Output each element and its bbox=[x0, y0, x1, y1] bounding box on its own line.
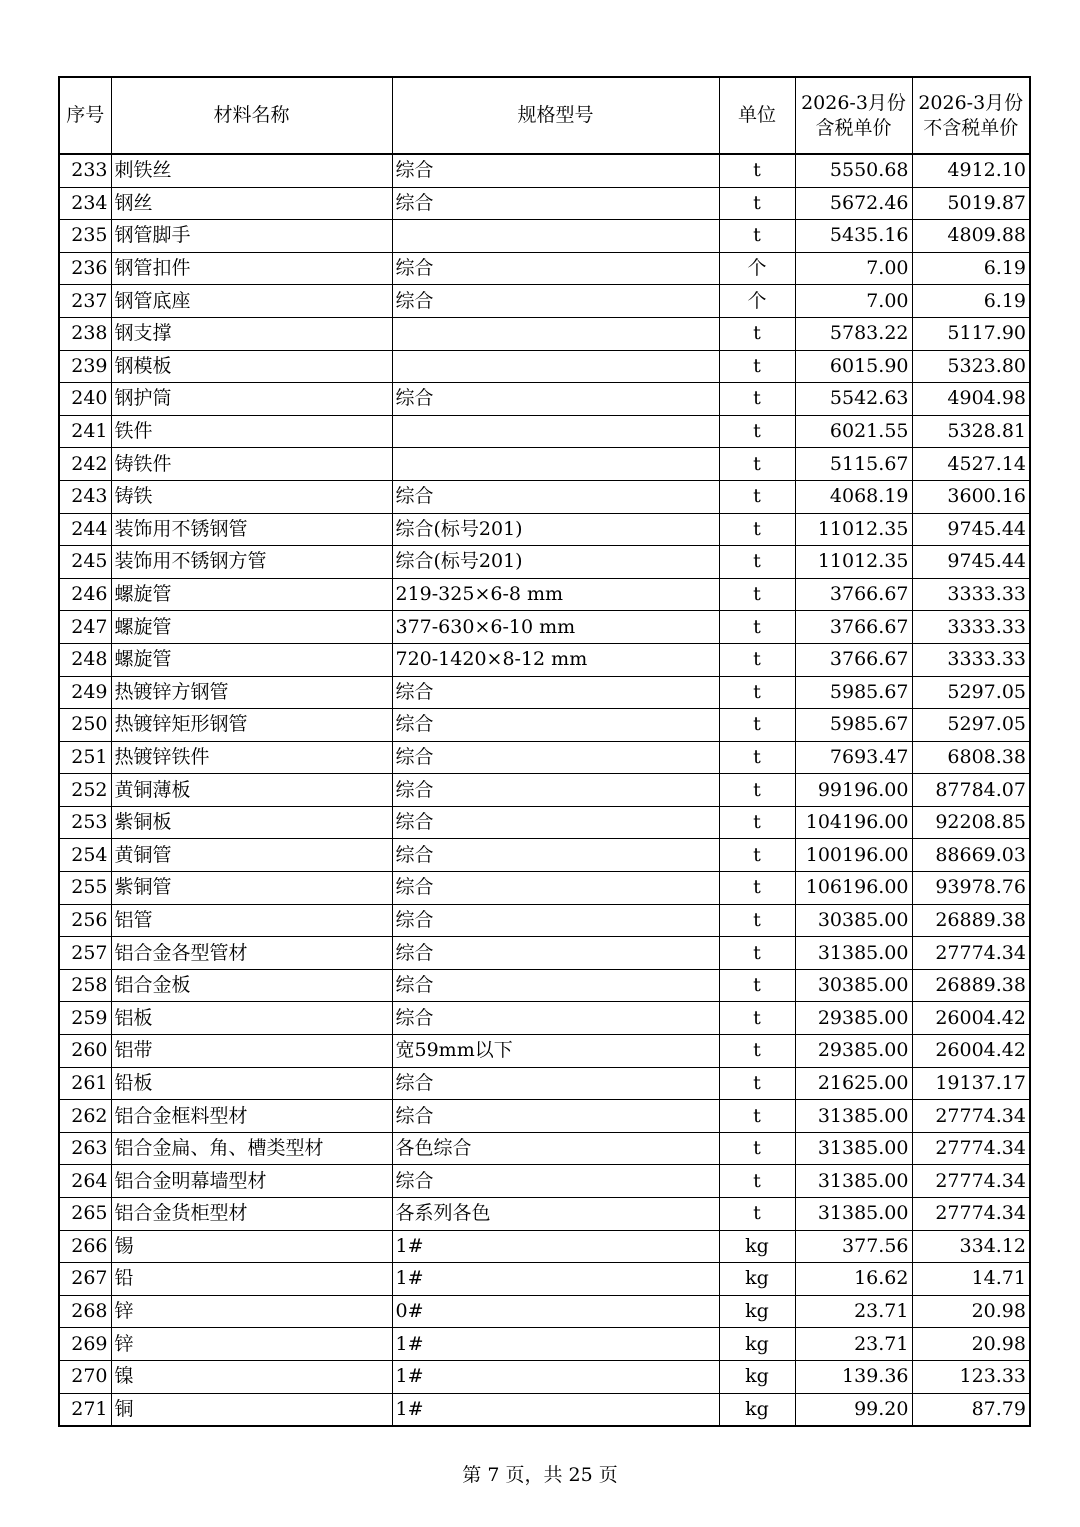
cell-price-tax: 5542.63 bbox=[795, 383, 912, 416]
cell-price-tax: 5672.46 bbox=[795, 187, 912, 220]
cell-price-tax: 6015.90 bbox=[795, 350, 912, 383]
table-row bbox=[59, 1295, 1030, 1328]
cell-no: 257 bbox=[59, 937, 111, 970]
cell-price-notax: 20.98 bbox=[912, 1328, 1030, 1361]
cell-spec: 综合 bbox=[392, 741, 719, 774]
cell-price-notax: 5297.05 bbox=[912, 709, 1030, 742]
cell-price-notax: 9745.44 bbox=[912, 546, 1030, 579]
table-row bbox=[59, 350, 1030, 383]
cell-price-tax: 11012.35 bbox=[795, 513, 912, 546]
table-row bbox=[59, 872, 1030, 905]
table-row bbox=[59, 252, 1030, 285]
cell-no: 234 bbox=[59, 187, 111, 220]
cell-unit: t bbox=[719, 1198, 795, 1231]
table-row bbox=[59, 1067, 1030, 1100]
cell-price-tax: 3766.67 bbox=[795, 611, 912, 644]
table-row bbox=[59, 676, 1030, 709]
cell-price-notax: 3333.33 bbox=[912, 578, 1030, 611]
cell-no: 266 bbox=[59, 1230, 111, 1263]
table-row bbox=[59, 937, 1030, 970]
cell-unit: t bbox=[719, 546, 795, 579]
cell-no: 239 bbox=[59, 350, 111, 383]
cell-price-tax: 6021.55 bbox=[795, 415, 912, 448]
cell-spec: 1# bbox=[392, 1263, 719, 1296]
cell-spec: 宽59mm以下 bbox=[392, 1035, 719, 1068]
cell-material-name: 铝管 bbox=[111, 904, 392, 937]
cell-unit: t bbox=[719, 904, 795, 937]
cell-unit: t bbox=[719, 220, 795, 253]
cell-price-notax: 27774.34 bbox=[912, 1132, 1030, 1165]
cell-price-notax: 92208.85 bbox=[912, 806, 1030, 839]
cell-unit: t bbox=[719, 154, 795, 187]
cell-unit: t bbox=[719, 448, 795, 481]
cell-price-tax: 7693.47 bbox=[795, 741, 912, 774]
cell-price-notax: 26004.42 bbox=[912, 1002, 1030, 1035]
cell-spec bbox=[392, 415, 719, 448]
cell-no: 245 bbox=[59, 546, 111, 579]
cell-material-name: 热镀锌铁件 bbox=[111, 741, 392, 774]
cell-unit: t bbox=[719, 1002, 795, 1035]
cell-price-notax: 123.33 bbox=[912, 1360, 1030, 1393]
cell-unit: t bbox=[719, 774, 795, 807]
cell-no: 269 bbox=[59, 1328, 111, 1361]
cell-spec: 1# bbox=[392, 1360, 719, 1393]
cell-material-name: 钢管底座 bbox=[111, 285, 392, 318]
cell-price-tax: 377.56 bbox=[795, 1230, 912, 1263]
cell-price-tax: 23.71 bbox=[795, 1328, 912, 1361]
cell-no: 254 bbox=[59, 839, 111, 872]
header-price-tax-line2: 含税单价 bbox=[815, 116, 892, 139]
table-row bbox=[59, 285, 1030, 318]
cell-spec: 1# bbox=[392, 1230, 719, 1263]
cell-spec: 综合 bbox=[392, 187, 719, 220]
cell-price-notax: 5019.87 bbox=[912, 187, 1030, 220]
cell-price-notax: 27774.34 bbox=[912, 1100, 1030, 1133]
cell-material-name: 钢管扣件 bbox=[111, 252, 392, 285]
cell-no: 265 bbox=[59, 1198, 111, 1231]
cell-unit: t bbox=[719, 513, 795, 546]
cell-material-name: 镍 bbox=[111, 1360, 392, 1393]
cell-material-name: 铝合金各型管材 bbox=[111, 937, 392, 970]
cell-price-notax: 26889.38 bbox=[912, 904, 1030, 937]
cell-spec: 综合 bbox=[392, 285, 719, 318]
cell-spec: 综合 bbox=[392, 480, 719, 513]
cell-material-name: 铸铁件 bbox=[111, 448, 392, 481]
cell-price-notax: 14.71 bbox=[912, 1263, 1030, 1296]
cell-no: 255 bbox=[59, 872, 111, 905]
cell-unit: t bbox=[719, 676, 795, 709]
cell-no: 251 bbox=[59, 741, 111, 774]
cell-spec: 综合 bbox=[392, 709, 719, 742]
cell-material-name: 钢支撑 bbox=[111, 317, 392, 350]
cell-price-notax: 27774.34 bbox=[912, 1198, 1030, 1231]
cell-material-name: 铅 bbox=[111, 1263, 392, 1296]
cell-price-tax: 31385.00 bbox=[795, 937, 912, 970]
cell-unit: t bbox=[719, 937, 795, 970]
table-row bbox=[59, 611, 1030, 644]
cell-price-notax: 19137.17 bbox=[912, 1067, 1030, 1100]
cell-price-notax: 93978.76 bbox=[912, 872, 1030, 905]
cell-spec: 综合(标号201) bbox=[392, 546, 719, 579]
cell-unit: 个 bbox=[719, 252, 795, 285]
cell-material-name: 锡 bbox=[111, 1230, 392, 1263]
cell-price-tax: 30385.00 bbox=[795, 969, 912, 1002]
cell-material-name: 铝合金框料型材 bbox=[111, 1100, 392, 1133]
cell-material-name: 锌 bbox=[111, 1295, 392, 1328]
cell-price-tax: 104196.00 bbox=[795, 806, 912, 839]
cell-material-name: 紫铜板 bbox=[111, 806, 392, 839]
cell-no: 260 bbox=[59, 1035, 111, 1068]
table-row bbox=[59, 513, 1030, 546]
header-price-tax-line1: 2026-3月份 bbox=[801, 91, 906, 114]
cell-price-tax: 100196.00 bbox=[795, 839, 912, 872]
cell-price-notax: 4809.88 bbox=[912, 220, 1030, 253]
cell-no: 261 bbox=[59, 1067, 111, 1100]
cell-spec: 综合 bbox=[392, 1100, 719, 1133]
cell-material-name: 装饰用不锈钢管 bbox=[111, 513, 392, 546]
cell-no: 238 bbox=[59, 317, 111, 350]
cell-material-name: 铁件 bbox=[111, 415, 392, 448]
cell-spec bbox=[392, 317, 719, 350]
table-row bbox=[59, 1198, 1030, 1231]
cell-no: 256 bbox=[59, 904, 111, 937]
cell-spec: 0# bbox=[392, 1295, 719, 1328]
header-unit: 单位 bbox=[719, 77, 795, 154]
table-row bbox=[59, 709, 1030, 742]
page-footer: 第 7 页，共 25 页 bbox=[462, 1464, 618, 1486]
cell-spec: 综合 bbox=[392, 1002, 719, 1035]
cell-spec: 综合 bbox=[392, 383, 719, 416]
cell-price-notax: 27774.34 bbox=[912, 937, 1030, 970]
cell-no: 268 bbox=[59, 1295, 111, 1328]
cell-unit: kg bbox=[719, 1328, 795, 1361]
cell-price-notax: 87784.07 bbox=[912, 774, 1030, 807]
cell-material-name: 装饰用不锈钢方管 bbox=[111, 546, 392, 579]
cell-price-tax: 106196.00 bbox=[795, 872, 912, 905]
cell-material-name: 刺铁丝 bbox=[111, 154, 392, 187]
cell-spec: 720-1420×8-12 mm bbox=[392, 643, 719, 676]
cell-material-name: 黄铜薄板 bbox=[111, 774, 392, 807]
cell-material-name: 铝合金扁、角、槽类型材 bbox=[111, 1132, 392, 1165]
cell-no: 237 bbox=[59, 285, 111, 318]
cell-price-tax: 139.36 bbox=[795, 1360, 912, 1393]
cell-price-tax: 7.00 bbox=[795, 285, 912, 318]
cell-material-name: 铝板 bbox=[111, 1002, 392, 1035]
cell-material-name: 螺旋管 bbox=[111, 643, 392, 676]
cell-price-tax: 3766.67 bbox=[795, 643, 912, 676]
cell-price-tax: 29385.00 bbox=[795, 1002, 912, 1035]
table-row bbox=[59, 448, 1030, 481]
cell-price-notax: 87.79 bbox=[912, 1393, 1030, 1426]
cell-price-tax: 31385.00 bbox=[795, 1132, 912, 1165]
cell-no: 242 bbox=[59, 448, 111, 481]
cell-no: 236 bbox=[59, 252, 111, 285]
cell-spec: 综合 bbox=[392, 872, 719, 905]
cell-spec: 综合 bbox=[392, 904, 719, 937]
cell-unit: t bbox=[719, 969, 795, 1002]
cell-price-tax: 3766.67 bbox=[795, 578, 912, 611]
cell-price-notax: 26004.42 bbox=[912, 1035, 1030, 1068]
cell-material-name: 黄铜管 bbox=[111, 839, 392, 872]
cell-unit: t bbox=[719, 611, 795, 644]
table-row bbox=[59, 1100, 1030, 1133]
cell-spec: 综合 bbox=[392, 676, 719, 709]
cell-material-name: 热镀锌矩形钢管 bbox=[111, 709, 392, 742]
cell-no: 259 bbox=[59, 1002, 111, 1035]
cell-spec: 综合 bbox=[392, 1067, 719, 1100]
cell-unit: t bbox=[719, 643, 795, 676]
header-name: 材料名称 bbox=[111, 77, 392, 154]
cell-price-tax: 99.20 bbox=[795, 1393, 912, 1426]
table-row bbox=[59, 774, 1030, 807]
cell-no: 264 bbox=[59, 1165, 111, 1198]
cell-unit: kg bbox=[719, 1295, 795, 1328]
cell-unit: kg bbox=[719, 1230, 795, 1263]
cell-material-name: 铸铁 bbox=[111, 480, 392, 513]
cell-spec: 219-325×6-8 mm bbox=[392, 578, 719, 611]
cell-no: 250 bbox=[59, 709, 111, 742]
table-row bbox=[59, 578, 1030, 611]
cell-price-tax: 5550.68 bbox=[795, 154, 912, 187]
cell-no: 235 bbox=[59, 220, 111, 253]
cell-unit: t bbox=[719, 872, 795, 905]
cell-unit: t bbox=[719, 415, 795, 448]
cell-unit: t bbox=[719, 578, 795, 611]
table-row bbox=[59, 1393, 1030, 1426]
cell-unit: t bbox=[719, 741, 795, 774]
cell-unit: kg bbox=[719, 1360, 795, 1393]
table-row bbox=[59, 220, 1030, 253]
cell-price-notax: 88669.03 bbox=[912, 839, 1030, 872]
table-row bbox=[59, 969, 1030, 1002]
cell-material-name: 铝带 bbox=[111, 1035, 392, 1068]
cell-material-name: 热镀锌方钢管 bbox=[111, 676, 392, 709]
cell-price-notax: 26889.38 bbox=[912, 969, 1030, 1002]
table-row bbox=[59, 317, 1030, 350]
cell-unit: t bbox=[719, 480, 795, 513]
cell-unit: t bbox=[719, 383, 795, 416]
cell-unit: kg bbox=[719, 1393, 795, 1426]
table-row bbox=[59, 1035, 1030, 1068]
table-row bbox=[59, 839, 1030, 872]
cell-price-tax: 99196.00 bbox=[795, 774, 912, 807]
table-row bbox=[59, 1328, 1030, 1361]
cell-no: 262 bbox=[59, 1100, 111, 1133]
cell-price-tax: 16.62 bbox=[795, 1263, 912, 1296]
cell-price-tax: 5435.16 bbox=[795, 220, 912, 253]
cell-price-tax: 5783.22 bbox=[795, 317, 912, 350]
cell-no: 241 bbox=[59, 415, 111, 448]
table-row bbox=[59, 1230, 1030, 1263]
cell-no: 267 bbox=[59, 1263, 111, 1296]
cell-price-tax: 30385.00 bbox=[795, 904, 912, 937]
cell-unit: t bbox=[719, 1100, 795, 1133]
cell-price-notax: 5323.80 bbox=[912, 350, 1030, 383]
cell-spec: 377-630×6-10 mm bbox=[392, 611, 719, 644]
cell-spec: 综合 bbox=[392, 839, 719, 872]
cell-price-notax: 4527.14 bbox=[912, 448, 1030, 481]
cell-price-tax: 7.00 bbox=[795, 252, 912, 285]
table-row bbox=[59, 1002, 1030, 1035]
cell-material-name: 铝合金板 bbox=[111, 969, 392, 1002]
cell-unit: t bbox=[719, 187, 795, 220]
cell-unit: t bbox=[719, 317, 795, 350]
cell-spec: 综合 bbox=[392, 154, 719, 187]
cell-unit: t bbox=[719, 1067, 795, 1100]
cell-price-notax: 5117.90 bbox=[912, 317, 1030, 350]
cell-no: 253 bbox=[59, 806, 111, 839]
cell-price-tax: 29385.00 bbox=[795, 1035, 912, 1068]
cell-price-tax: 31385.00 bbox=[795, 1198, 912, 1231]
cell-spec bbox=[392, 448, 719, 481]
cell-spec: 各色综合 bbox=[392, 1132, 719, 1165]
cell-no: 270 bbox=[59, 1360, 111, 1393]
header-price-notax bbox=[912, 77, 1030, 154]
cell-spec: 综合 bbox=[392, 252, 719, 285]
cell-spec: 综合(标号201) bbox=[392, 513, 719, 546]
cell-material-name: 铝合金明幕墙型材 bbox=[111, 1165, 392, 1198]
cell-price-notax: 5328.81 bbox=[912, 415, 1030, 448]
cell-unit: t bbox=[719, 1132, 795, 1165]
cell-price-notax: 27774.34 bbox=[912, 1165, 1030, 1198]
cell-material-name: 铜 bbox=[111, 1393, 392, 1426]
cell-no: 252 bbox=[59, 774, 111, 807]
cell-price-tax: 5985.67 bbox=[795, 676, 912, 709]
table-row bbox=[59, 480, 1030, 513]
header-no: 序号 bbox=[59, 77, 111, 154]
cell-material-name: 钢丝 bbox=[111, 187, 392, 220]
cell-price-notax: 6.19 bbox=[912, 285, 1030, 318]
cell-no: 248 bbox=[59, 643, 111, 676]
table-row bbox=[59, 546, 1030, 579]
cell-material-name: 锌 bbox=[111, 1328, 392, 1361]
cell-spec: 综合 bbox=[392, 806, 719, 839]
cell-material-name: 螺旋管 bbox=[111, 611, 392, 644]
cell-price-tax: 23.71 bbox=[795, 1295, 912, 1328]
cell-spec: 1# bbox=[392, 1393, 719, 1426]
table-row bbox=[59, 806, 1030, 839]
cell-no: 258 bbox=[59, 969, 111, 1002]
cell-price-notax: 6.19 bbox=[912, 252, 1030, 285]
cell-price-notax: 4904.98 bbox=[912, 383, 1030, 416]
cell-price-tax: 21625.00 bbox=[795, 1067, 912, 1100]
cell-unit: t bbox=[719, 839, 795, 872]
cell-material-name: 铅板 bbox=[111, 1067, 392, 1100]
cell-price-notax: 6808.38 bbox=[912, 741, 1030, 774]
cell-price-notax: 4912.10 bbox=[912, 154, 1030, 187]
cell-no: 243 bbox=[59, 480, 111, 513]
cell-spec: 综合 bbox=[392, 969, 719, 1002]
header-spec: 规格型号 bbox=[392, 77, 719, 154]
cell-no: 233 bbox=[59, 154, 111, 187]
cell-price-tax: 31385.00 bbox=[795, 1165, 912, 1198]
cell-no: 249 bbox=[59, 676, 111, 709]
header-row bbox=[59, 77, 1030, 154]
cell-material-name: 钢模板 bbox=[111, 350, 392, 383]
cell-unit: t bbox=[719, 709, 795, 742]
table-row bbox=[59, 383, 1030, 416]
table-row bbox=[59, 1263, 1030, 1296]
cell-spec: 综合 bbox=[392, 1165, 719, 1198]
cell-spec: 1# bbox=[392, 1328, 719, 1361]
cell-spec: 综合 bbox=[392, 937, 719, 970]
cell-price-notax: 3333.33 bbox=[912, 643, 1030, 676]
cell-no: 271 bbox=[59, 1393, 111, 1426]
cell-price-notax: 20.98 bbox=[912, 1295, 1030, 1328]
cell-unit: t bbox=[719, 806, 795, 839]
cell-material-name: 铝合金货柜型材 bbox=[111, 1198, 392, 1231]
cell-price-tax: 5985.67 bbox=[795, 709, 912, 742]
cell-unit: kg bbox=[719, 1263, 795, 1296]
table-row bbox=[59, 154, 1030, 187]
cell-price-tax: 5115.67 bbox=[795, 448, 912, 481]
header-price-notax-line2: 不含税单价 bbox=[923, 116, 1019, 139]
cell-unit: t bbox=[719, 1165, 795, 1198]
cell-spec bbox=[392, 220, 719, 253]
table-row bbox=[59, 643, 1030, 676]
cell-price-notax: 9745.44 bbox=[912, 513, 1030, 546]
cell-no: 263 bbox=[59, 1132, 111, 1165]
cell-material-name: 钢护筒 bbox=[111, 383, 392, 416]
table-row bbox=[59, 187, 1030, 220]
cell-price-notax: 3600.16 bbox=[912, 480, 1030, 513]
cell-price-tax: 4068.19 bbox=[795, 480, 912, 513]
cell-no: 247 bbox=[59, 611, 111, 644]
cell-material-name: 螺旋管 bbox=[111, 578, 392, 611]
header-price-tax bbox=[795, 77, 912, 154]
cell-price-tax: 31385.00 bbox=[795, 1100, 912, 1133]
table-row bbox=[59, 1360, 1030, 1393]
cell-unit: t bbox=[719, 350, 795, 383]
cell-price-notax: 5297.05 bbox=[912, 676, 1030, 709]
cell-price-tax: 11012.35 bbox=[795, 546, 912, 579]
cell-material-name: 紫铜管 bbox=[111, 872, 392, 905]
cell-no: 240 bbox=[59, 383, 111, 416]
table-row bbox=[59, 415, 1030, 448]
table-row bbox=[59, 904, 1030, 937]
cell-spec: 各系列各色 bbox=[392, 1198, 719, 1231]
cell-spec bbox=[392, 350, 719, 383]
cell-price-notax: 3333.33 bbox=[912, 611, 1030, 644]
table-row bbox=[59, 1165, 1030, 1198]
table-row bbox=[59, 1132, 1030, 1165]
table-row bbox=[59, 741, 1030, 774]
price-table bbox=[58, 76, 1031, 1427]
cell-spec: 综合 bbox=[392, 774, 719, 807]
cell-unit: t bbox=[719, 1035, 795, 1068]
cell-no: 244 bbox=[59, 513, 111, 546]
cell-price-notax: 334.12 bbox=[912, 1230, 1030, 1263]
header-price-notax-line1: 2026-3月份 bbox=[918, 91, 1024, 114]
cell-no: 246 bbox=[59, 578, 111, 611]
cell-unit: 个 bbox=[719, 285, 795, 318]
cell-material-name: 钢管脚手 bbox=[111, 220, 392, 253]
